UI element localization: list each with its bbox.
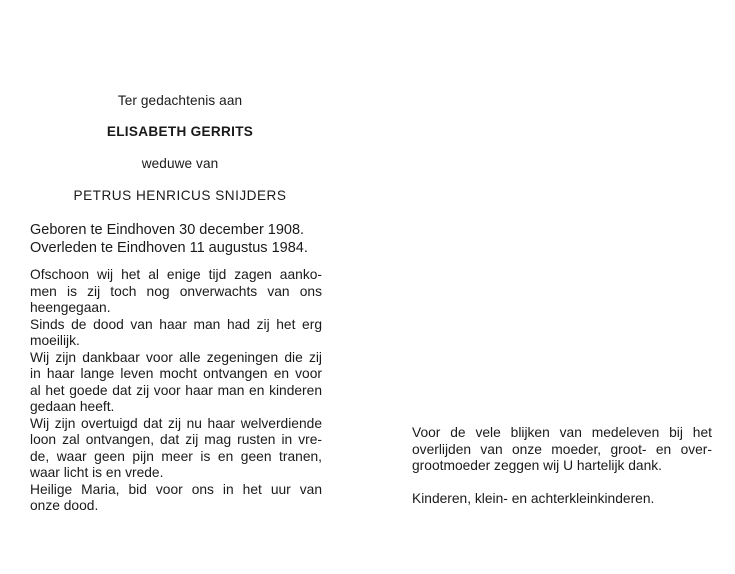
memorial-line: Ofschoon wij het al enige tijd zagen aanko- bbox=[30, 267, 322, 282]
memorial-line: onze dood. bbox=[30, 498, 99, 513]
memorial-line: moeilijk. bbox=[30, 333, 80, 348]
deceased-name: ELISABETH GERRITS bbox=[106, 124, 254, 139]
memorial-line: men is zij toch nog onverwachts van ons bbox=[30, 283, 322, 299]
memorial-line: waar licht is en vrede. bbox=[30, 465, 164, 480]
memorial-line: Heilige Maria, bid voor ons in het uur van bbox=[30, 481, 322, 497]
thanks-panel bbox=[412, 425, 712, 507]
memorial-line: gedaan heeft. bbox=[30, 399, 115, 414]
memorial-line: al het goede dat zij voor haar man en kinderen bbox=[30, 382, 322, 398]
memorial-line: de, waar geen pijn meer is en geen tranen, bbox=[30, 448, 322, 464]
thanks-line: grootmoeder zeggen wij U hartelijk dank. bbox=[412, 458, 663, 473]
intro-text: Ter gedachtenis aan bbox=[117, 93, 243, 108]
memorial-line: loon zal ontvangen, dat zij mag rusten in vre- bbox=[30, 432, 322, 447]
thanks-line: Voor de vele blijken van medeleven bij het bbox=[412, 425, 712, 440]
memorial-line: Sinds de dood van haar man had zij het erg bbox=[30, 316, 322, 332]
life-dates bbox=[30, 222, 330, 257]
family-signature: Kinderen, klein- en achterkleinkinderen. bbox=[412, 490, 655, 506]
memorial-text bbox=[30, 267, 322, 515]
left-panel bbox=[30, 0, 330, 574]
memorial-line: in haar lange leven mocht ontvangen en voor bbox=[30, 366, 322, 381]
memorial-line: heengegaan. bbox=[30, 300, 111, 315]
memorial-line: Wij zijn overtuigd dat zij nu haar welverdiende bbox=[30, 415, 322, 431]
thanks-line: overlijden van onze moeder, groot- en over- bbox=[412, 441, 712, 457]
memorial-line: Wij zijn dankbaar voor alle zegeningen die zij bbox=[30, 349, 322, 365]
birth-line: Geboren te Eindhoven 30 december 1908. bbox=[30, 222, 305, 238]
relation-text: weduwe van bbox=[141, 156, 219, 171]
husband-name: PETRUS HENRICUS SNIJDERS bbox=[73, 188, 287, 203]
death-line: Overleden te Eindhoven 11 augustus 1984. bbox=[30, 239, 308, 256]
